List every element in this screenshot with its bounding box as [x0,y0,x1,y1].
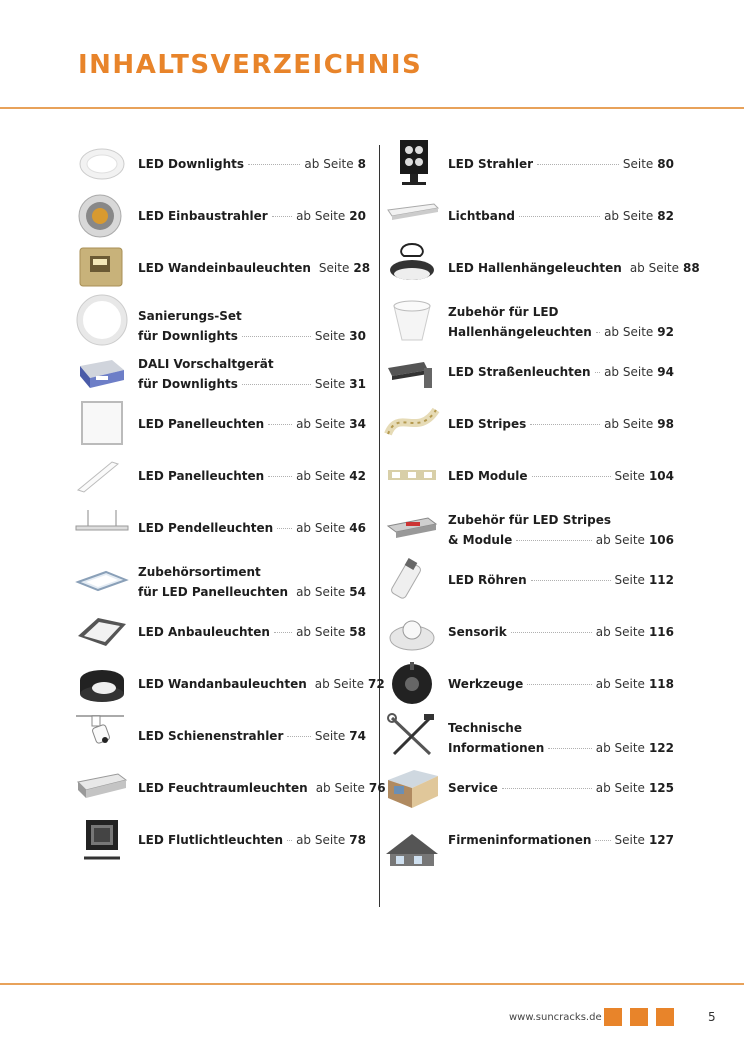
leader-dots [272,216,292,217]
toc-entry-title: LED Straßenleuchten [448,365,591,379]
leader-dots [596,332,600,333]
toc-line [138,830,366,850]
tool-reel-icon [384,658,440,710]
toc-line [138,466,366,486]
leader-dots [268,424,292,425]
toc-entry-title: LED Feuchtraumleuchten [138,781,308,795]
toc-entry-title: LED Panelleuchten [138,417,265,431]
page-ref[interactable]: 34 [349,417,366,431]
toc-entry[interactable] [384,242,700,294]
page-ref[interactable]: 104 [648,469,674,483]
page-ref[interactable]: 94 [657,365,674,379]
page-prefix: ab Seite [595,677,645,691]
pendant-light-icon [74,502,130,554]
page-prefix: ab Seite [604,417,654,431]
toc-entry-title: für Downlights [138,329,238,343]
page-ref[interactable]: 106 [648,533,674,547]
page-prefix: ab Seite [304,157,354,171]
page-ref[interactable]: 80 [657,157,674,171]
page-ref[interactable]: 20 [349,209,366,223]
toc-entry-title: & Module [448,533,513,547]
highbay-light-icon [384,242,440,294]
toc-line [138,518,366,538]
toc-entry[interactable] [74,138,366,190]
page-prefix: ab Seite [604,365,654,379]
page-ref[interactable]: 92 [657,325,674,339]
toc-entry[interactable] [74,346,366,398]
page-prefix: ab Seite [604,325,654,339]
toc-line [138,622,366,642]
brand-square-3 [656,1008,674,1026]
leader-dots [516,540,592,541]
toc-entry-title: Technische [448,721,522,735]
toc-entry[interactable] [74,762,386,814]
page-ref[interactable]: 54 [349,585,366,599]
page-ref[interactable]: 88 [683,261,700,275]
toc-line [138,354,366,374]
page-ref[interactable]: 125 [648,781,674,795]
page-ref[interactable]: 30 [349,329,366,343]
toc-entry-title: LED Einbaustrahler [138,209,268,223]
toc-entry[interactable] [384,190,674,242]
toc-entry-title: Zubehör für LED [448,305,559,319]
toc-entry-title: Sensorik [448,625,507,639]
page-prefix: Seite [314,377,346,391]
page-prefix: ab Seite [296,469,346,483]
tools-icon [384,710,440,762]
page-prefix: ab Seite [629,261,680,275]
street-light-icon [384,346,440,398]
page-ref[interactable]: 74 [349,729,366,743]
floodlight-icon [74,814,130,866]
page-prefix: ab Seite [296,209,346,223]
page-prefix: ab Seite [296,417,346,431]
toc-entry-title: Lichtband [448,209,515,223]
leader-dots [277,528,292,529]
toc-entry[interactable] [384,814,674,866]
company-building-icon [384,814,440,866]
page-ref[interactable]: 8 [357,157,366,171]
page-ref[interactable]: 28 [353,261,371,275]
toc-line [448,718,674,738]
leader-dots [242,336,311,337]
toc-entry-title: LED Wandeinbauleuchten [138,261,311,275]
toc-line [138,582,366,602]
service-room-icon [384,762,440,814]
toc-line [138,326,366,346]
page-prefix: ab Seite [604,209,654,223]
page-prefix: ab Seite [296,585,346,599]
toc-entry[interactable] [74,502,366,554]
retrofit-ring-icon [74,294,130,346]
brand-square-2 [630,1008,648,1026]
toc-line [138,414,366,434]
toc-entry-title: LED Strahler [448,157,534,171]
toc-entry[interactable] [74,190,366,242]
leader-dots [548,748,591,749]
page-prefix: ab Seite [315,781,365,795]
spotlight-icon [384,138,440,190]
leader-dots [519,216,600,217]
leader-dots [595,840,610,841]
page-prefix: Seite [314,729,346,743]
wall-recessed-light-icon [74,242,130,294]
footer-url[interactable]: www.suncracks.de [509,1012,602,1023]
page-title: INHALTSVERZEICHNIS [78,50,423,80]
toc-line [138,778,386,798]
toc-entry[interactable] [384,398,674,450]
header-divider [0,107,744,109]
wall-mount-light-icon [74,658,130,710]
toc-entry-title: Hallenhängeleuchten [448,325,592,339]
toc-line [138,674,385,694]
page-prefix: Seite [614,573,645,587]
page-prefix: Seite [622,157,654,171]
toc-entry[interactable] [384,606,674,658]
toc-entry[interactable] [74,242,371,294]
toc-entry-title: LED Panelleuchten [138,469,265,483]
leader-dots [274,632,292,633]
toc-entry[interactable] [74,398,366,450]
page-ref[interactable]: 127 [648,833,674,847]
power-supply-icon [384,502,440,554]
toc-line [448,530,674,550]
leader-dots [530,424,600,425]
toc-entry[interactable] [74,554,366,606]
toc-entry-title: LED Hallenhängeleuchten [448,261,622,275]
led-module-icon [384,450,440,502]
page-prefix: ab Seite [296,521,346,535]
page-ref[interactable]: 112 [648,573,674,587]
page-ref[interactable]: 116 [648,625,674,639]
toc-entry[interactable] [384,762,674,814]
page-number: 5 [708,1010,716,1024]
page-ref[interactable]: 42 [349,469,366,483]
toc-entry[interactable] [74,606,366,658]
page-ref[interactable]: 58 [349,625,366,639]
motion-sensor-icon [384,606,440,658]
toc-entry-title: LED Anbauleuchten [138,625,270,639]
toc-line [448,206,674,226]
leader-dots [242,384,311,385]
page-ref[interactable]: 82 [657,209,674,223]
leader-dots [527,684,591,685]
toc-line [138,154,366,174]
page-ref[interactable]: 118 [648,677,674,691]
toc-entry-title: Service [448,781,498,795]
toc-line [448,622,674,642]
toc-entry[interactable] [384,658,674,710]
toc-entry-title: LED Flutlichtleuchten [138,833,284,847]
toc-line [448,570,674,590]
leader-dots [595,372,601,373]
toc-line [448,362,674,382]
surface-mount-light-icon [74,606,130,658]
page-prefix: Seite [614,469,645,483]
leader-dots [248,164,300,165]
damp-proof-light-icon [74,762,130,814]
leader-dots [511,632,592,633]
toc-line [448,738,674,758]
panel-light-icon [74,398,130,450]
reflector-icon [384,294,440,346]
toc-line [448,258,700,278]
toc-line [448,510,674,530]
toc-entry-title: LED Module [448,469,528,483]
page-prefix: ab Seite [595,625,645,639]
ballast-icon [74,346,130,398]
toc-line [448,830,674,850]
page-ref[interactable]: 98 [657,417,674,431]
track-spotlight-icon [74,710,130,762]
led-stripe-icon [384,398,440,450]
leader-dots [287,736,311,737]
downlight-icon [74,138,130,190]
page-prefix: ab Seite [595,533,645,547]
toc-entry-title: LED Röhren [448,573,527,587]
page-prefix: Seite [614,833,645,847]
panel-light-slim-icon [74,450,130,502]
toc-entry-title: Informationen [448,741,545,755]
toc-entry-title: LED Stripes [448,417,527,431]
toc-line [138,206,366,226]
toc-entry-title: für Downlights [138,377,238,391]
toc-line [138,258,371,278]
page-ref[interactable]: 76 [368,781,386,795]
led-tube-icon [384,554,440,606]
toc-entry[interactable] [384,502,674,554]
leader-dots [502,788,592,789]
page-prefix: ab Seite [595,741,645,755]
toc-entry-title: LED Downlights [138,157,245,171]
toc-line [138,306,366,326]
toc-entry-title: für LED Panelleuchten [138,585,289,599]
toc-line [448,302,674,322]
page-prefix: ab Seite [296,833,346,847]
toc-entry-title: DALI Vorschaltgerät [138,357,274,371]
page-ref[interactable]: 122 [648,741,674,755]
toc-entry-title: Sanierungs-Set [138,309,242,323]
toc-line [448,414,674,434]
toc-entry-title: Zubehör für LED Stripes [448,513,611,527]
page-prefix: ab Seite [296,625,346,639]
toc-entry-title: Werkzeuge [448,677,524,691]
toc-line [138,726,366,746]
leader-dots [268,476,292,477]
toc-line [138,374,366,394]
page-prefix: ab Seite [595,781,645,795]
toc-entry[interactable] [384,554,674,606]
leader-dots [287,840,292,841]
leader-dots [532,476,611,477]
page-ref[interactable]: 46 [349,521,366,535]
toc-entry[interactable] [74,710,366,762]
toc-line [448,674,674,694]
leader-dots [537,164,619,165]
recessed-spotlight-icon [74,190,130,242]
page-ref[interactable]: 78 [349,833,366,847]
toc-line [138,562,366,582]
toc-entry[interactable] [74,450,366,502]
toc-line [448,154,674,174]
toc-entry-title: Firmeninformationen [448,833,592,847]
brand-square-1 [604,1008,622,1026]
page-prefix: ab Seite [314,677,364,691]
toc-entry-title: LED Pendelleuchten [138,521,274,535]
page-ref[interactable]: 72 [367,677,385,691]
leader-dots [531,580,611,581]
toc-entry[interactable] [384,450,674,502]
toc-line [448,466,674,486]
page-prefix: Seite [314,329,346,343]
toc-entry[interactable] [384,138,674,190]
toc-entry-title: LED Wandanbauleuchten [138,677,307,691]
light-strip-bar-icon [384,190,440,242]
toc-entry[interactable] [384,710,674,762]
page-prefix: Seite [318,261,350,275]
toc-entry[interactable] [74,814,366,866]
toc-entry[interactable] [384,294,674,346]
toc-line [448,778,674,798]
toc-entry-title: LED Schienenstrahler [138,729,284,743]
toc-entry[interactable] [74,658,385,710]
toc-entry[interactable] [74,294,366,346]
panel-frame-icon [74,554,130,606]
footer-divider [0,983,744,985]
page-ref[interactable]: 31 [349,377,366,391]
toc-entry-title: Zubehörsortiment [138,565,261,579]
toc-line [448,322,674,342]
toc-entry[interactable] [384,346,674,398]
